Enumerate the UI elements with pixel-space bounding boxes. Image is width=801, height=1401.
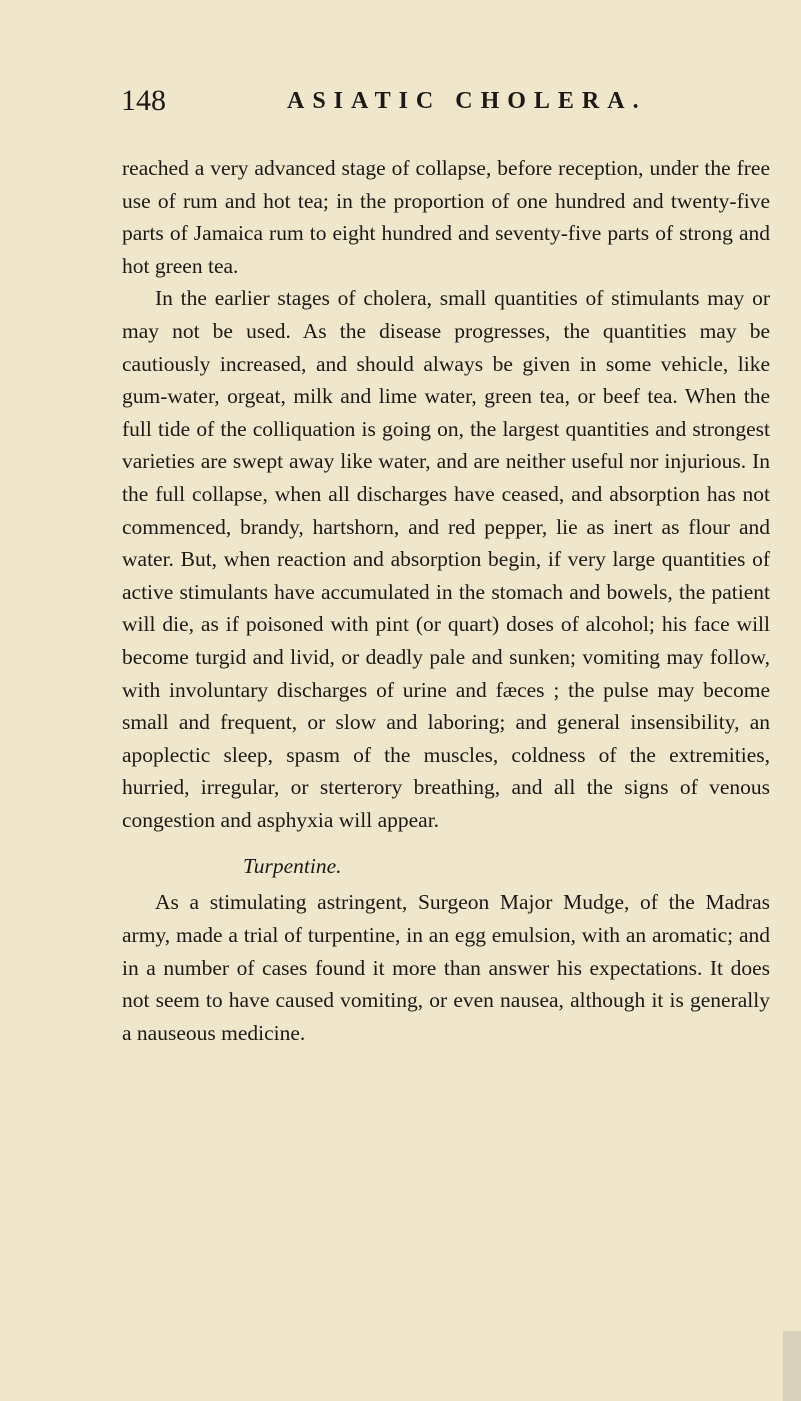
body-text bbox=[122, 152, 770, 1049]
paragraph-turpentine: As a stimulating astringent, Surgeon Major Mudge, of the Madras army, made a trial of turpentine, in an egg emulsion, with an aromatic; and in a number of cases found it more than answer his expectations. It does not seem to have caused vomiting, or even nausea, although it is generally a nauseous medicine. bbox=[122, 890, 770, 1045]
page-header bbox=[121, 84, 681, 124]
section-heading-turpentine: Turpentine. bbox=[243, 854, 342, 879]
running-title: ASIATIC CHOLERA. bbox=[287, 88, 647, 114]
paragraph-continuation: reached a very advanced stage of collapse, before reception, under the free use of rum and hot tea; in the proportion of one hundred and twenty-five parts of Jamaica rum to eight hundred and seventy-five parts of strong and hot green tea. bbox=[122, 156, 770, 278]
paragraph-stimulants: In the earlier stages of cholera, small quantities of stimulants may or may not be used. As the disease progresses, the quantities may be cautiously increased, and should always be given in some vehicle, like gum-water, orgeat, milk and lime water, green tea, or beef tea. When the full tide of the colliquation is going on, the largest quantities and strongest varieties are swept away like water, and are neither useful nor injurious. In the full collapse, when all discharges have ceased, and absorption has not commenced, brandy, hartshorn, and red pepper, lie as inert as flour and water. But, when reaction and absorption begin, if very large quantities of active stimulants have accumulated in the stomach and bowels, the patient will die, as if poisoned with pint (or quart) doses of alcohol; his face will become turgid and livid, or deadly pale and sunken; vomiting may follow, with involuntary discharges of urine and fæces ; the pulse may become small and frequent, or slow and laboring; and general insensibility, an apoplectic sleep, spasm of the muscles, coldness of the extremities, hurried, irregular, or sterterory breathing, and all the signs of venous congestion and asphyxia will appear. bbox=[122, 286, 770, 832]
page-edge-shadow bbox=[783, 1331, 801, 1401]
page-number: 148 bbox=[121, 84, 166, 117]
